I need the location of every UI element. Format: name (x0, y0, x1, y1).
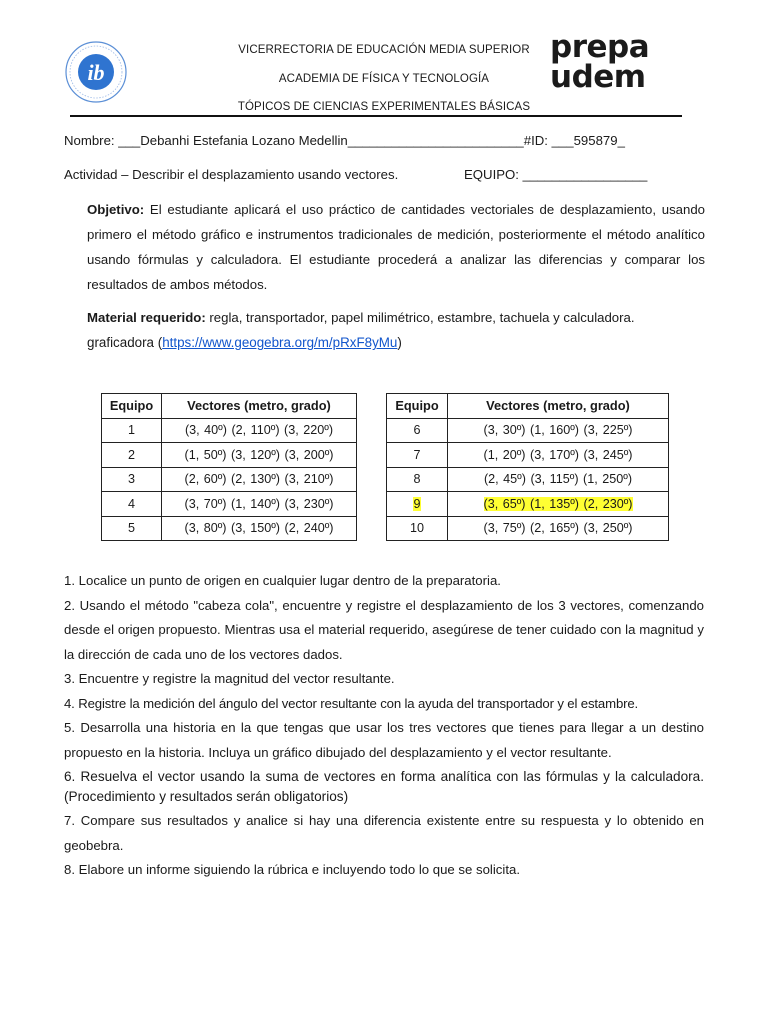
vector-set: (3, 75º) (2, 165º) (3, 250º) (448, 516, 669, 541)
team-number: 1 (102, 418, 162, 443)
team-number: 10 (387, 516, 448, 541)
material-paragraph (87, 305, 705, 355)
vector-set: (3, 30º) (1, 160º) (3, 225º) (448, 418, 669, 443)
geogebra-link[interactable]: https://www.geogebra.org/m/pRxF8yMu (162, 335, 398, 350)
material-text-close: ) (397, 335, 402, 350)
column-header-vectores: Vectores (metro, grado) (448, 394, 669, 419)
table-row (102, 418, 357, 443)
column-header-vectores: Vectores (metro, grado) (162, 394, 357, 419)
team-number-highlighted (387, 492, 448, 517)
table-row (387, 516, 669, 541)
material-label: Material requerido: (87, 310, 206, 325)
ib-logo (64, 40, 128, 104)
instruction-item: 6. Resuelva el vector usando la suma de vectores en forma analítica con las fórmulas y la calculadora. (Procedimiento y resultados serán obligatorios) (64, 769, 704, 804)
material-text-graficadora: graficadora ( (87, 335, 163, 350)
instruction-item: 8. Elabore un informe siguiendo la rúbrica e incluyendo todo lo que se solicita. (64, 862, 520, 877)
team-number: 4 (102, 492, 162, 517)
instruction-item: 7. Compare sus resultados y analice si hay una diferencia existente entre su respuesta y lo obtenido en geobebra. (64, 813, 704, 853)
team-number: 5 (102, 516, 162, 541)
instruction-item: 2. Usando el método "cabeza cola", encuentre y registre el desplazamiento de los 3 vectores, comenzando desde el origen propuesto. Mientras usa el material requerido, asegúrese de tener cuidado con la magnitud y la dirección de cada uno de los vectores dados. (64, 597, 704, 662)
activity-line: Actividad – Describir el desplazamiento usando vectores. (64, 167, 399, 182)
team-number: 8 (387, 467, 448, 492)
prepa-logo-line-1: prepa (550, 29, 650, 65)
vector-set: (3, 70º) (1, 140º) (3, 230º) (162, 492, 357, 517)
table-row (387, 418, 669, 443)
vectors-table-right (386, 393, 669, 541)
material-text: regla, transportador, papel milimétrico, estambre, tachuela y calculadora. (205, 310, 635, 325)
table-row (102, 516, 357, 541)
institution-header (200, 36, 568, 122)
vector-set: (3, 80º) (3, 150º) (2, 240º) (162, 516, 357, 541)
table-row (102, 467, 357, 492)
vectors-table-left (101, 393, 357, 541)
table-row (387, 467, 669, 492)
table-row (102, 492, 357, 517)
objective-paragraph (87, 197, 705, 297)
ib-logo-text: ib (87, 60, 105, 85)
header-line-1: VICERRECTORIA DE EDUCACIÓN MEDIA SUPERIOR (238, 44, 530, 56)
table-row-highlighted (387, 492, 669, 517)
instructions-list (64, 569, 704, 883)
instruction-item: 1. Localice un punto de origen en cualquier lugar dentro de la preparatoria. (64, 573, 501, 588)
vector-set-highlighted (448, 492, 669, 517)
header-divider (70, 115, 682, 117)
team-number: 3 (102, 467, 162, 492)
column-header-equipo: Equipo (102, 394, 162, 419)
team-number: 2 (102, 443, 162, 468)
team-number: 7 (387, 443, 448, 468)
table-row (387, 443, 669, 468)
highlight-team-9: 9 (413, 496, 421, 511)
vector-set: (2, 60º) (2, 130º) (3, 210º) (162, 467, 357, 492)
instruction-item: 5. Desarrolla una historia en la que tengas que usar los tres vectores que tienes para llegar a un destino propuesto en la historia. Incluya un gráfico dibujado del desplazamiento y el vector resultante. (64, 720, 704, 760)
student-name-line: Nombre: ___Debanhi Estefania Lozano Medellin________________________#ID: ___595879_ (64, 133, 625, 148)
vector-set: (2, 45º) (3, 115º) (1, 250º) (448, 467, 669, 492)
header-line-3: TÓPICOS DE CIENCIAS EXPERIMENTALES BÁSICAS (237, 101, 531, 113)
objective-text: El estudiante aplicará el uso práctico de cantidades vectoriales de desplazamiento, usando primero el método gráfico e instrumentos tradicionales de medición, posteriormente el método analítico usando fórmulas y calculadora. El estudiante procederá a analizar las diferencias y comparar los resultados de ambos métodos. (87, 202, 705, 292)
instruction-item: 3. Encuentre y registre la magnitud del vector resultante. (64, 671, 395, 686)
equipo-line: EQUIPO: _________________ (464, 167, 648, 182)
team-number: 6 (387, 418, 448, 443)
vector-set: (1, 20º) (3, 170º) (3, 245º) (448, 443, 669, 468)
table-header-row (102, 394, 357, 419)
table-header-row (387, 394, 669, 419)
objective-label: Objetivo: (87, 202, 145, 217)
column-header-equipo: Equipo (387, 394, 448, 419)
vector-set: (1, 50º) (3, 120º) (3, 200º) (162, 443, 357, 468)
instruction-item: 4. Registre la medición del ángulo del vector resultante con la ayuda del transportador y el estambre. (64, 695, 639, 711)
vector-set: (3, 40º) (2, 110º) (3, 220º) (162, 418, 357, 443)
prepa-udem-logo (550, 29, 660, 95)
header-line-2: ACADEMIA DE FÍSICA Y TECNOLOGÍA (278, 72, 490, 85)
prepa-logo-line-2: udem (550, 59, 646, 95)
highlight-vectors-9: (3, 65º) (1, 135º) (2, 230º) (483, 496, 633, 511)
table-row (102, 443, 357, 468)
